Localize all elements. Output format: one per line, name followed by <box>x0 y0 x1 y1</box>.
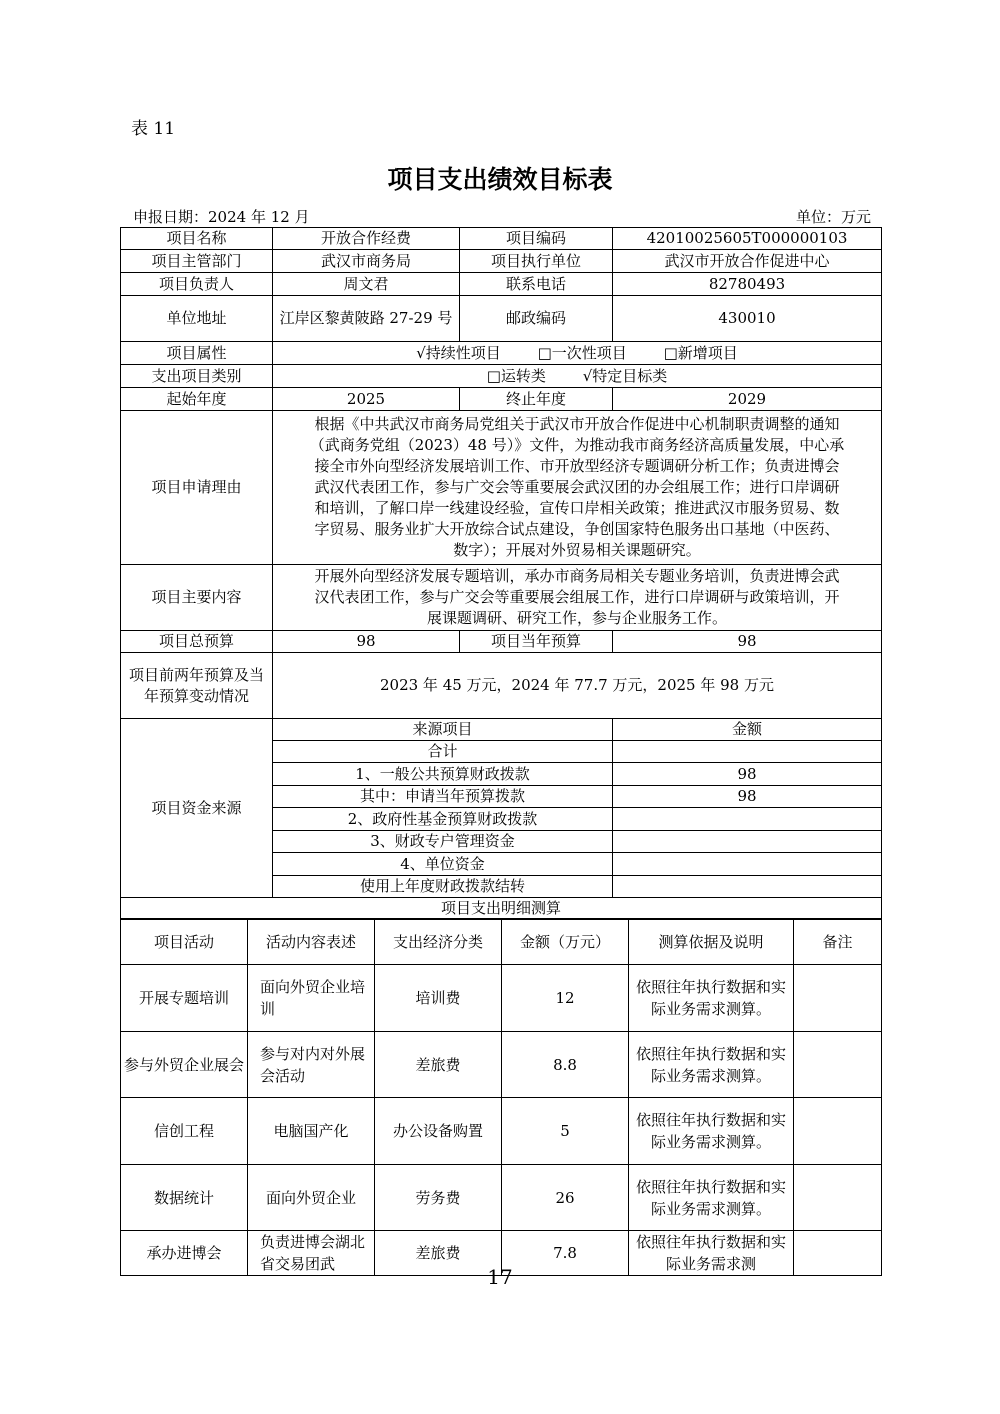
phone-value: 82780493 <box>613 273 882 296</box>
address-value: 江岸区黎黄陂路 27-29 号 <box>273 296 460 342</box>
econ-class: 培训费 <box>375 965 502 1032</box>
reason-line: 和培训，了解口岸一线建设经验，宣传口岸相关政策；推进武汉市服务贸易、数 <box>314 499 840 517</box>
note <box>794 965 882 1032</box>
project-code: 42010025605T000000103 <box>613 228 882 250</box>
header-basis: 测算依据及说明 <box>629 919 794 965</box>
activity: 承办进博会 <box>121 1231 248 1276</box>
note <box>794 1032 882 1098</box>
row-content <box>121 565 882 631</box>
reason-line: 数字）；开展对外贸易相关课题研究。 <box>453 541 701 559</box>
row-years <box>121 388 882 411</box>
attr-option-continuous: √持续性项目 <box>416 343 501 362</box>
dept-value: 武汉市商务局 <box>273 250 460 273</box>
amount: 8.8 <box>502 1032 629 1098</box>
project-info-table <box>120 227 882 920</box>
table-label: 表 11 <box>131 119 176 139</box>
detail-section-title: 项目支出明细测算 <box>121 898 882 920</box>
total-budget-value: 98 <box>273 631 460 653</box>
attr-option-onetime: □一次性项目 <box>537 343 627 362</box>
budget-change-value: 2023 年 45 万元，2024 年 77.7 万元，2025 年 98 万元 <box>273 653 882 719</box>
project-name: 开放合作经费 <box>273 228 460 250</box>
detail-row <box>121 1032 882 1098</box>
funds-source: 4、单位资金 <box>273 853 613 876</box>
funds-source: 1、一般公共预算财政拨款 <box>273 763 613 786</box>
activity-desc: 参与对内对外展会活动 <box>248 1032 375 1098</box>
end-label: 终止年度 <box>460 388 613 411</box>
header-note: 备注 <box>794 919 882 965</box>
budget-change-label: 项目前两年预算及当年预算变动情况 <box>121 653 273 719</box>
amount: 7.8 <box>502 1231 629 1276</box>
row-budget-change <box>121 653 882 719</box>
activity: 开展专题培训 <box>121 965 248 1032</box>
unit-label: 单位：万元 <box>795 208 871 226</box>
reason-label: 项目申请理由 <box>121 411 273 565</box>
header-amount: 金额（万元） <box>502 919 629 965</box>
econ-class: 办公设备购置 <box>375 1098 502 1165</box>
funds-amount: 98 <box>613 786 882 808</box>
reason-text <box>273 411 882 565</box>
row-dept <box>121 250 882 273</box>
name-label: 项目名称 <box>121 228 273 250</box>
funds-amount <box>613 808 882 831</box>
activity: 信创工程 <box>121 1098 248 1165</box>
phone-label: 联系电话 <box>460 273 613 296</box>
year-budget-value: 98 <box>613 631 882 653</box>
header-desc: 活动内容表述 <box>248 919 375 965</box>
end-value: 2029 <box>613 388 882 411</box>
detail-header-row <box>121 919 882 965</box>
funds-amount <box>613 853 882 876</box>
reason-line: 武汉代表团工作，参与广交会等重要展会武汉团的办会组展工作；进行口岸调研 <box>314 478 840 496</box>
funds-label: 项目资金来源 <box>121 719 273 898</box>
basis: 依照往年执行数据和实际业务需求测算。 <box>629 1032 794 1098</box>
reason-line: （武商务党组（2023）48 号）》文件，为推动我市商务经济高质量发展，中心承 <box>309 436 845 454</box>
content-label: 项目主要内容 <box>121 565 273 631</box>
funds-source: 2、政府性基金预算财政拨款 <box>273 808 613 831</box>
row-category <box>121 365 882 388</box>
activity-desc: 负责进博会湖北省交易团武 <box>248 1231 375 1276</box>
category-option-operation: □运转类 <box>486 366 546 385</box>
category-label: 支出项目类别 <box>121 365 273 388</box>
basis: 依照往年执行数据和实际业务需求测算。 <box>629 1165 794 1231</box>
code-label: 项目编码 <box>460 228 613 250</box>
content-line: 汉代表团工作，参与广交会等重要展会组展工作，进行口岸调研与政策培训，开 <box>314 588 840 606</box>
exec-label: 项目执行单位 <box>460 250 613 273</box>
category-options <box>273 365 882 388</box>
header-activity: 项目活动 <box>121 919 248 965</box>
leader-label: 项目负责人 <box>121 273 273 296</box>
detail-row <box>121 1098 882 1165</box>
note <box>794 1098 882 1165</box>
content-text <box>273 565 882 631</box>
exec-value: 武汉市开放合作促进中心 <box>613 250 882 273</box>
amount: 12 <box>502 965 629 1032</box>
category-option-specific: √特定目标类 <box>582 366 668 385</box>
funds-amount <box>613 831 882 853</box>
header-econ: 支出经济分类 <box>375 919 502 965</box>
row-address <box>121 296 882 342</box>
row-attr <box>121 342 882 365</box>
content-line: 开展外向型经济发展专题培训，承办市商务局相关专题业务培训，负责进博会武 <box>314 567 840 585</box>
funds-source: 使用上年度财政拨款结转 <box>273 876 613 898</box>
detail-row <box>121 965 882 1032</box>
econ-class: 劳务费 <box>375 1165 502 1231</box>
funds-source-header: 来源项目 <box>273 719 613 741</box>
postcode-label: 邮政编码 <box>460 296 613 342</box>
reason-line: 根据《中共武汉市商务局党组关于武汉市开放合作促进中心机制职责调整的通知 <box>314 415 840 433</box>
page-number: 17 <box>487 1265 513 1289</box>
reason-line: 接全市外向型经济发展培训工作、市开放型经济专题调研分析工作；负责进博会 <box>314 457 840 475</box>
funds-amount <box>613 876 882 898</box>
note <box>794 1165 882 1231</box>
address-label: 单位地址 <box>121 296 273 342</box>
econ-class: 差旅费 <box>375 1032 502 1098</box>
attr-label: 项目属性 <box>121 342 273 365</box>
activity-desc: 面向外贸企业培训 <box>248 965 375 1032</box>
reason-line: 字贸易、服务业扩大开放综合试点建设，争创国家特色服务出口基地（中医药、 <box>314 520 840 538</box>
row-reason <box>121 411 882 565</box>
activity-desc: 电脑国产化 <box>248 1098 375 1165</box>
basis: 依照往年执行数据和实际业务需求测算。 <box>629 1098 794 1165</box>
row-name <box>121 228 882 250</box>
row-detail-title <box>121 898 882 920</box>
postcode-value: 430010 <box>613 296 882 342</box>
dept-label: 项目主管部门 <box>121 250 273 273</box>
econ-class: 差旅费 <box>375 1231 502 1276</box>
report-date: 申报日期：2024 年 12 月 <box>133 208 310 226</box>
total-budget-label: 项目总预算 <box>121 631 273 653</box>
expense-detail-table <box>120 918 882 1276</box>
activity: 数据统计 <box>121 1165 248 1231</box>
basis: 依照往年执行数据和实际业务需求测算。 <box>629 965 794 1032</box>
content-line: 展课题调研、研究工作，参与企业服务工作。 <box>426 609 727 627</box>
funds-source: 合计 <box>273 741 613 763</box>
amount: 26 <box>502 1165 629 1231</box>
funds-amount <box>613 741 882 763</box>
attr-options <box>273 342 882 365</box>
row-budget <box>121 631 882 653</box>
detail-row <box>121 1165 882 1231</box>
funds-source: 3、财政专户管理资金 <box>273 831 613 853</box>
row-funds-header <box>121 719 882 741</box>
leader-value: 周文君 <box>273 273 460 296</box>
year-budget-label: 项目当年预算 <box>460 631 613 653</box>
start-label: 起始年度 <box>121 388 273 411</box>
activity: 参与外贸企业展会 <box>121 1032 248 1098</box>
basis: 依照往年执行数据和实际业务需求测 <box>629 1231 794 1276</box>
row-leader <box>121 273 882 296</box>
amount: 5 <box>502 1098 629 1165</box>
funds-amount: 98 <box>613 763 882 786</box>
attr-option-new: □新增项目 <box>663 343 738 362</box>
start-value: 2025 <box>273 388 460 411</box>
activity-desc: 面向外贸企业 <box>248 1165 375 1231</box>
funds-amount-header: 金额 <box>613 719 882 741</box>
page-title: 项目支出绩效目标表 <box>387 165 613 194</box>
funds-source: 其中：申请当年预算拨款 <box>273 786 613 808</box>
